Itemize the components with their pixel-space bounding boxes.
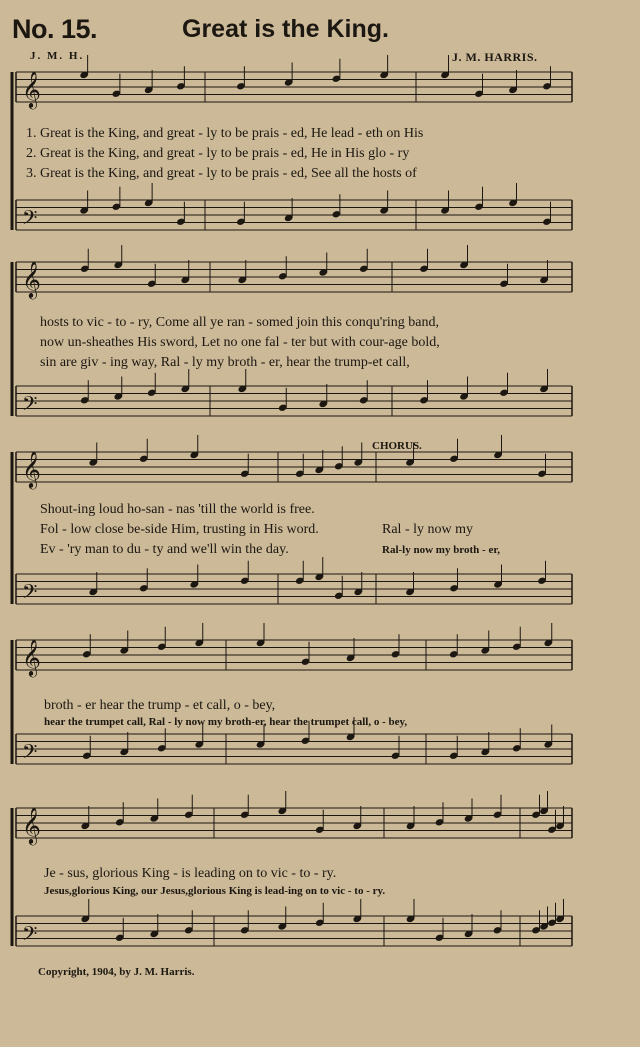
treble-clef-icon: 𝄞 bbox=[22, 260, 41, 298]
hymn-number: No. 15. bbox=[12, 14, 98, 44]
lyric-s4-main: broth - er hear the trump - et call, o - bey, bbox=[44, 698, 276, 713]
lyric-s3-v2: Fol - low close be-side Him, trusting in His word. bbox=[40, 522, 319, 537]
composer-credit: J. M. HARRIS. bbox=[452, 50, 538, 64]
bass-clef-icon: 𝄢 bbox=[22, 580, 38, 608]
lyric-s1-v1: 1. Great is the King, and great - ly to be prais - ed, He lead - eth on His bbox=[26, 126, 424, 141]
copyright-notice: Copyright, 1904, by J. M. Harris. bbox=[38, 966, 195, 978]
treble-clef-icon: 𝄞 bbox=[22, 450, 41, 488]
lyric-s5-main: Je - sus, glorious King - is leading on to vic - to - ry. bbox=[44, 866, 337, 881]
lyric-s3-v1: Shout-ing loud ho-san - nas 'till the world is free. bbox=[40, 502, 315, 517]
lyric-s2-v1: hosts to vic - to - ry, Come all ye ran - somed join this conqu'ring band, bbox=[40, 315, 439, 330]
treble-clef-icon: 𝄞 bbox=[22, 70, 41, 108]
lyric-s4-echo: hear the trumpet call, Ral - ly now my broth-er, hear the trumpet call, o - bey, bbox=[44, 716, 408, 728]
author-initials: J. M. H. bbox=[30, 50, 85, 62]
lyric-s2-v2: now un-sheathes His sword, Let no one fal - ter but with cour-age bold, bbox=[40, 335, 440, 350]
treble-clef-icon: 𝄞 bbox=[22, 806, 41, 844]
treble-clef-icon: 𝄞 bbox=[22, 638, 41, 676]
lyric-s1-v2: 2. Great is the King, and great - ly to be prais - ed, He in His glo - ry bbox=[26, 146, 410, 161]
lyric-s3-v3: Ev - 'ry man to du - ty and we'll win the day. bbox=[40, 542, 289, 557]
lyric-s2-v3: sin are giv - ing way, Ral - ly my broth - er, hear the trump-et call, bbox=[40, 355, 410, 370]
lyric-s5-echo: Jesus,glorious King, our Jesus,glorious King is lead-ing on to vic - to - ry. bbox=[44, 885, 386, 897]
lyric-s1-v3: 3. Great is the King, and great - ly to be prais - ed, See all the hosts of bbox=[26, 166, 417, 181]
bass-clef-icon: 𝄢 bbox=[22, 392, 38, 420]
bass-clef-icon: 𝄢 bbox=[22, 922, 38, 950]
bass-clef-icon: 𝄢 bbox=[22, 740, 38, 768]
chorus-lyric-tenor: Ral - ly now my bbox=[382, 522, 473, 537]
hymn-title: Great is the King. bbox=[182, 15, 389, 43]
bass-clef-icon: 𝄢 bbox=[22, 206, 38, 234]
chorus-label: CHORUS. bbox=[372, 440, 422, 452]
chorus-lyric-bass: Ral-ly now my broth - er, bbox=[382, 544, 500, 556]
